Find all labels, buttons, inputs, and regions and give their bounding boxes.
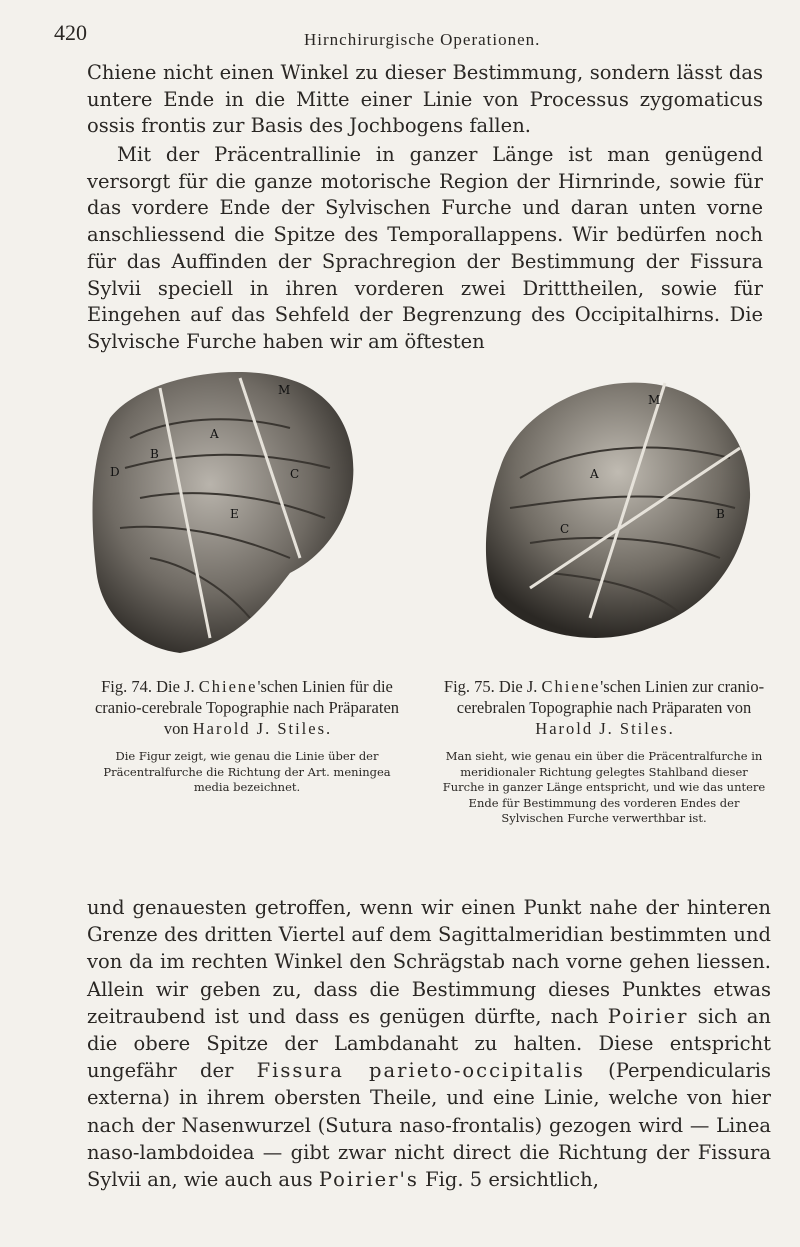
figure-label: B <box>716 507 725 521</box>
caption-note: Man sieht, wie genau ein über die Präcentralfurche in meridionaler Richtung gelegtes Stahlband dieser Furche in ganzer Länge entspricht, und wie das untere Ende für Bestimmung des vorderen Endes der Sylvischen Furche verwerthbar ist. <box>442 749 766 825</box>
figure-label: M <box>278 383 291 397</box>
brain-specimen-side-view-image <box>470 358 760 658</box>
figure-label: E <box>230 507 239 521</box>
figure-label: B <box>150 447 159 461</box>
running-title: Hirnchirurgische Operationen. <box>304 30 541 49</box>
figure-label: D <box>110 465 120 479</box>
figure-label: A <box>590 467 599 481</box>
figure-74-illustration <box>90 358 362 658</box>
paragraph-1: Chiene nicht einen Winkel zu dieser Bestimmung, sondern lässt das untere Ende in die Mitte einer Linie von Processus zygomaticus ossis frontis zur Basis des Jochbogens fallen. <box>87 61 763 138</box>
figure-label: C <box>560 522 570 536</box>
figure-label: A <box>210 427 219 441</box>
figure-75-illustration <box>470 358 760 658</box>
figure-label: C <box>290 467 300 481</box>
figure-74-caption <box>92 676 402 796</box>
caption-note: Die Figur zeigt, wie genau die Linie über der Präcentralfurche die Richtung der Art. meningea media bezeichnet. <box>103 749 391 794</box>
figure-label: M <box>648 393 661 407</box>
paragraph-2: Mit der Präcentrallinie in ganzer Länge ist man genügend versorgt für die ganze motorische Region der Hirnrinde, sowie für das vordere Ende der Sylvischen Furche und daran unten vorne anschliessend die Spitze des Temporallappens. Wir bedürfen noch für das Auffinden der Sprachregion der Bestimmung der Fissura Sylvii speciell in ihren vorderen zwei Dritttheilen, sowie für Eingehen auf das Sehfeld der Begrenzung des Occipitalhirns. Die Sylvische Furche haben wir am öftesten <box>87 143 763 353</box>
page-number: 420 <box>54 20 87 45</box>
paragraph-3: und genauesten getroffen, wenn wir einen Punkt nahe der hinteren Grenze des dritten Viertel auf dem Sagittalmeridian bestimmten und von da im rechten Winkel den Schrägstab nach vorne gehen liessen. Allein wir geben zu, dass die Bestimmung dieses Punktes etwas zeitraubend ist und dass es genügen dürfte, nach Poirier sich an die obere Spitze der Lambdanaht zu halten. Diese entspricht ungefähr der Fissura parieto-occipitalis (Perpendicularis externa) in ihrem obersten Theile, und eine Linie, welche von hier nach der Nasenwurzel (Sutura naso-frontalis) gezogen wird — Linea naso-lambdoidea — gibt zwar nicht direct die Richtung der Fissura Sylvii an, wie auch aus Poirier's Fig. 5 ersichtlich, <box>87 896 772 1192</box>
brain-specimen-side-view-image <box>90 358 362 658</box>
caption-title: Fig. 75. Die J. Chiene'schen Linien zur cranio-cerebralen Topographie nach Präparaten von Harold J. Stiles. <box>443 677 765 738</box>
caption-title: Fig. 74. Die J. Chiene'schen Linien für die cranio-cerebrale Topographie nach Präparaten von Harold J. Stiles. <box>94 677 400 738</box>
figure-75-caption <box>438 676 770 827</box>
